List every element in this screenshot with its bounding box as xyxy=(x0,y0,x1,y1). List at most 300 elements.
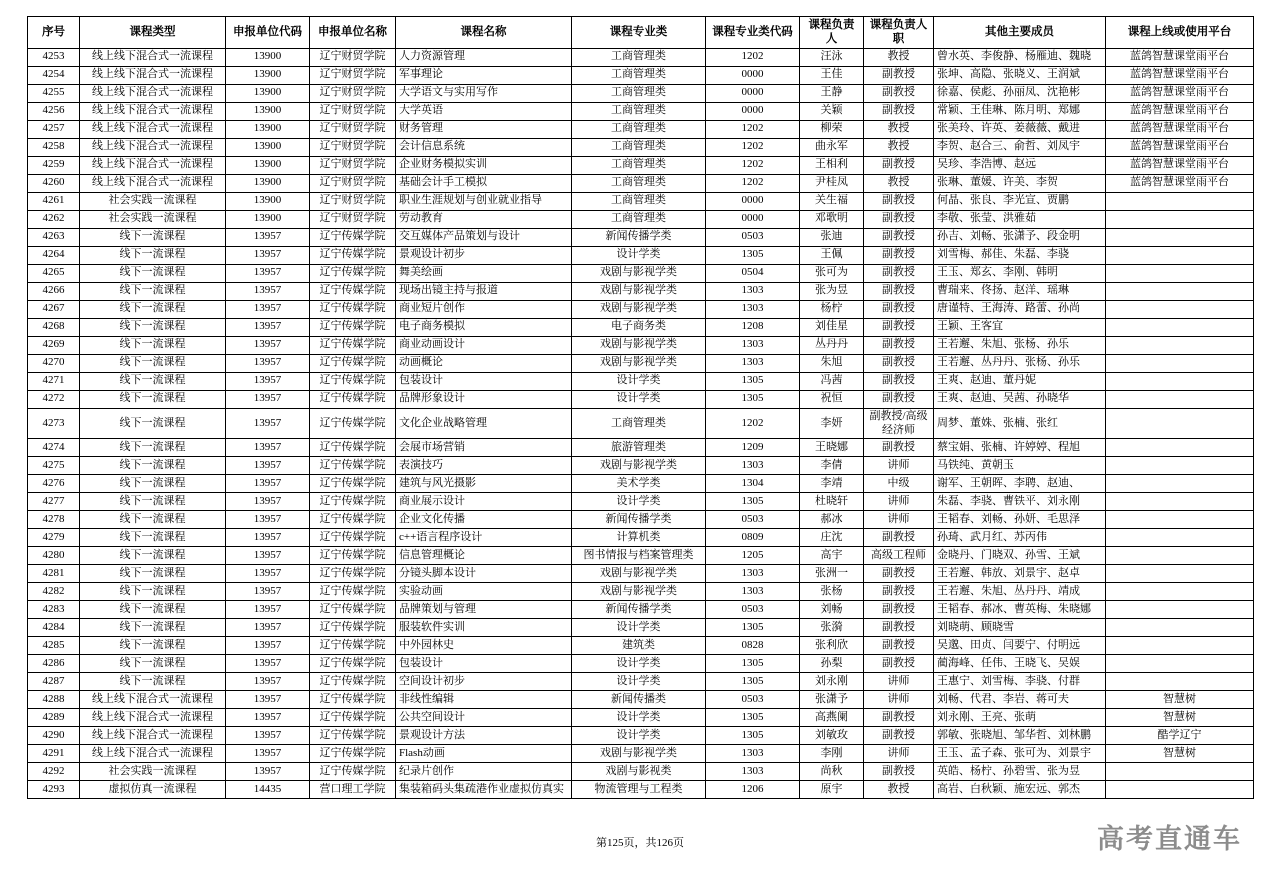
cell-leader: 汪泳 xyxy=(800,48,864,66)
cell-platform xyxy=(1106,228,1254,246)
cell-unit-name: 辽宁传媒学院 xyxy=(310,745,396,763)
cell-course-name: 空间设计初步 xyxy=(396,673,572,691)
cell-platform xyxy=(1106,264,1254,282)
cell-unit-name: 辽宁传媒学院 xyxy=(310,691,396,709)
cell-unit-code: 13900 xyxy=(226,84,310,102)
cell-unit-code: 13957 xyxy=(226,619,310,637)
table-row xyxy=(28,318,1254,336)
cell-major-category: 戏剧与影视学类 xyxy=(572,457,706,475)
cell-serial: 4255 xyxy=(28,84,80,102)
table-row xyxy=(28,138,1254,156)
cell-course-name: 信息管理概论 xyxy=(396,547,572,565)
cell-serial: 4253 xyxy=(28,48,80,66)
cell-leader: 刘永刚 xyxy=(800,673,864,691)
cell-course-name: 大学语文与实用写作 xyxy=(396,84,572,102)
column-header-unit-name: 申报单位名称 xyxy=(310,17,396,49)
cell-major-category: 戏剧与影视学类 xyxy=(572,336,706,354)
cell-serial: 4272 xyxy=(28,390,80,408)
cell-unit-code: 13900 xyxy=(226,48,310,66)
cell-major-category: 戏剧与影视学类 xyxy=(572,354,706,372)
cell-course-name: 文化企业战略管理 xyxy=(396,408,572,439)
cell-leader: 李刚 xyxy=(800,745,864,763)
cell-members: 李贺、赵合三、俞哲、刘凤宇 xyxy=(934,138,1106,156)
cell-serial: 4263 xyxy=(28,228,80,246)
cell-members: 王韬春、郝冰、曹英梅、朱晓娜 xyxy=(934,601,1106,619)
cell-members: 李敬、张莹、洪雅茹 xyxy=(934,210,1106,228)
cell-unit-name: 辽宁传媒学院 xyxy=(310,547,396,565)
cell-leader: 李倩 xyxy=(800,457,864,475)
cell-major-category: 设计学类 xyxy=(572,493,706,511)
cell-platform xyxy=(1106,529,1254,547)
cell-leader-title: 讲师 xyxy=(864,691,934,709)
cell-leader: 朱旭 xyxy=(800,354,864,372)
cell-course-name: 分镜头脚本设计 xyxy=(396,565,572,583)
cell-members: 金晓丹、门晓双、孙雪、王斌 xyxy=(934,547,1106,565)
cell-leader-title: 副教授 xyxy=(864,318,934,336)
cell-leader-title: 副教授 xyxy=(864,727,934,745)
cell-leader: 张可为 xyxy=(800,264,864,282)
cell-platform xyxy=(1106,547,1254,565)
cell-major-code: 1305 xyxy=(706,390,800,408)
cell-unit-name: 辽宁传媒学院 xyxy=(310,475,396,493)
cell-course-name: 大学英语 xyxy=(396,102,572,120)
cell-major-code: 0503 xyxy=(706,601,800,619)
cell-leader: 杨柠 xyxy=(800,300,864,318)
cell-major-code: 1202 xyxy=(706,156,800,174)
cell-members: 郭敏、张晓旭、邹华哲、刘林鹏 xyxy=(934,727,1106,745)
cell-serial: 4269 xyxy=(28,336,80,354)
cell-course-type: 线下一流课程 xyxy=(80,637,226,655)
cell-members: 王玉、孟子森、张可为、刘景宇 xyxy=(934,745,1106,763)
cell-serial: 4280 xyxy=(28,547,80,565)
cell-platform xyxy=(1106,354,1254,372)
cell-course-name: c++语言程序设计 xyxy=(396,529,572,547)
cell-leader-title: 教授 xyxy=(864,48,934,66)
table-row xyxy=(28,354,1254,372)
cell-serial: 4257 xyxy=(28,120,80,138)
cell-major-code: 0809 xyxy=(706,529,800,547)
cell-platform xyxy=(1106,210,1254,228)
cell-leader-title: 副教授 xyxy=(864,156,934,174)
cell-members: 刘畅、代君、李岩、蒋可夫 xyxy=(934,691,1106,709)
cell-unit-code: 13957 xyxy=(226,745,310,763)
cell-major-category: 新闻传播学类 xyxy=(572,601,706,619)
cell-major-category: 设计学类 xyxy=(572,372,706,390)
cell-unit-code: 13957 xyxy=(226,637,310,655)
cell-major-code: 1303 xyxy=(706,300,800,318)
cell-serial: 4264 xyxy=(28,246,80,264)
cell-course-name: 军事理论 xyxy=(396,66,572,84)
cell-platform xyxy=(1106,781,1254,799)
cell-members: 王玉、郑玄、李刚、韩明 xyxy=(934,264,1106,282)
cell-course-name: 服装软件实训 xyxy=(396,619,572,637)
cell-major-code: 1303 xyxy=(706,354,800,372)
cell-course-name: 包装设计 xyxy=(396,655,572,673)
cell-major-code: 1202 xyxy=(706,48,800,66)
cell-major-category: 新闻传播学类 xyxy=(572,511,706,529)
cell-members: 王若邂、朱旭、丛丹丹、靖成 xyxy=(934,583,1106,601)
cell-platform xyxy=(1106,318,1254,336)
cell-course-type: 线下一流课程 xyxy=(80,511,226,529)
cell-platform xyxy=(1106,246,1254,264)
cell-major-category: 戏剧与影视学类 xyxy=(572,745,706,763)
cell-platform: 智慧树 xyxy=(1106,745,1254,763)
cell-course-name: 建筑与风光摄影 xyxy=(396,475,572,493)
cell-leader-title: 副教授 xyxy=(864,210,934,228)
cell-serial: 4286 xyxy=(28,655,80,673)
cell-course-type: 线下一流课程 xyxy=(80,372,226,390)
cell-leader: 李妍 xyxy=(800,408,864,439)
cell-course-name: 财务管理 xyxy=(396,120,572,138)
cell-course-name: 纪录片创作 xyxy=(396,763,572,781)
cell-serial: 4268 xyxy=(28,318,80,336)
cell-platform: 蓝鸽智慧课堂雨平台 xyxy=(1106,138,1254,156)
cell-leader: 高宇 xyxy=(800,547,864,565)
cell-major-category: 设计学类 xyxy=(572,709,706,727)
cell-course-type: 线下一流课程 xyxy=(80,601,226,619)
cell-unit-name: 辽宁传媒学院 xyxy=(310,228,396,246)
cell-leader: 尚秋 xyxy=(800,763,864,781)
cell-major-category: 旅游管理类 xyxy=(572,439,706,457)
table-row xyxy=(28,763,1254,781)
cell-course-type: 线上线下混合式一流课程 xyxy=(80,174,226,192)
table-row xyxy=(28,529,1254,547)
column-header-platform: 课程上线或使用平台 xyxy=(1106,17,1254,49)
cell-platform xyxy=(1106,475,1254,493)
cell-leader: 王佩 xyxy=(800,246,864,264)
table-row xyxy=(28,439,1254,457)
cell-platform xyxy=(1106,439,1254,457)
table-row xyxy=(28,282,1254,300)
column-header-serial: 序号 xyxy=(28,17,80,49)
cell-serial: 4279 xyxy=(28,529,80,547)
cell-platform xyxy=(1106,655,1254,673)
cell-members: 吴邈、田贞、闫要宁、付明远 xyxy=(934,637,1106,655)
cell-unit-code: 13900 xyxy=(226,156,310,174)
cell-major-category: 电子商务类 xyxy=(572,318,706,336)
table-row xyxy=(28,583,1254,601)
cell-course-type: 线下一流课程 xyxy=(80,565,226,583)
cell-leader-title: 副教授 xyxy=(864,102,934,120)
cell-major-code: 1303 xyxy=(706,565,800,583)
cell-unit-name: 辽宁传媒学院 xyxy=(310,709,396,727)
cell-leader: 刘佳星 xyxy=(800,318,864,336)
cell-unit-code: 13957 xyxy=(226,300,310,318)
cell-members: 曾水英、李俊静、杨雁迪、魏晓 xyxy=(934,48,1106,66)
table-row xyxy=(28,475,1254,493)
cell-course-type: 线下一流课程 xyxy=(80,547,226,565)
cell-members: 张琳、董媛、许美、李贺 xyxy=(934,174,1106,192)
cell-course-name: 景观设计初步 xyxy=(396,246,572,264)
cell-serial: 4273 xyxy=(28,408,80,439)
cell-serial: 4278 xyxy=(28,511,80,529)
table-row xyxy=(28,246,1254,264)
table-row xyxy=(28,565,1254,583)
cell-major-code: 0503 xyxy=(706,228,800,246)
cell-course-type: 线下一流课程 xyxy=(80,493,226,511)
cell-serial: 4259 xyxy=(28,156,80,174)
cell-members: 王爽、赵迪、董丹妮 xyxy=(934,372,1106,390)
cell-course-type: 线上线下混合式一流课程 xyxy=(80,745,226,763)
cell-course-type: 社会实践一流课程 xyxy=(80,192,226,210)
cell-course-name: 企业财务模拟实训 xyxy=(396,156,572,174)
cell-major-category: 工商管理类 xyxy=(572,120,706,138)
cell-unit-name: 辽宁传媒学院 xyxy=(310,601,396,619)
cell-leader-title: 教授 xyxy=(864,174,934,192)
cell-unit-name: 辽宁传媒学院 xyxy=(310,619,396,637)
cell-unit-name: 辽宁财贸学院 xyxy=(310,66,396,84)
cell-course-type: 线上线下混合式一流课程 xyxy=(80,84,226,102)
column-header-course-type: 课程类型 xyxy=(80,17,226,49)
cell-leader-title: 副教授 xyxy=(864,354,934,372)
cell-unit-name: 辽宁传媒学院 xyxy=(310,493,396,511)
cell-major-category: 设计学类 xyxy=(572,390,706,408)
cell-unit-code: 13957 xyxy=(226,691,310,709)
cell-major-code: 0503 xyxy=(706,691,800,709)
cell-platform xyxy=(1106,457,1254,475)
cell-course-type: 线上线下混合式一流课程 xyxy=(80,709,226,727)
cell-unit-name: 辽宁传媒学院 xyxy=(310,300,396,318)
cell-unit-code: 14435 xyxy=(226,781,310,799)
cell-major-code: 1202 xyxy=(706,120,800,138)
cell-major-code: 1305 xyxy=(706,727,800,745)
cell-unit-name: 辽宁财贸学院 xyxy=(310,48,396,66)
cell-major-code: 1305 xyxy=(706,246,800,264)
cell-serial: 4275 xyxy=(28,457,80,475)
cell-major-category: 新闻传播学类 xyxy=(572,228,706,246)
cell-leader: 张迪 xyxy=(800,228,864,246)
cell-course-type: 线下一流课程 xyxy=(80,246,226,264)
cell-course-type: 线下一流课程 xyxy=(80,300,226,318)
cell-course-name: 动画概论 xyxy=(396,354,572,372)
cell-course-name: 表演技巧 xyxy=(396,457,572,475)
cell-major-category: 工商管理类 xyxy=(572,210,706,228)
cell-unit-code: 13957 xyxy=(226,282,310,300)
cell-unit-code: 13957 xyxy=(226,727,310,745)
cell-leader-title: 副教授 xyxy=(864,655,934,673)
cell-leader-title: 讲师 xyxy=(864,457,934,475)
cell-course-name: 包装设计 xyxy=(396,372,572,390)
column-header-leader: 课程负责人 xyxy=(800,17,864,49)
cell-serial: 4287 xyxy=(28,673,80,691)
cell-course-name: 职业生涯规划与创业就业指导 xyxy=(396,192,572,210)
cell-major-category: 工商管理类 xyxy=(572,138,706,156)
cell-course-type: 社会实践一流课程 xyxy=(80,763,226,781)
cell-major-category: 戏剧与影视学类 xyxy=(572,300,706,318)
cell-course-type: 线上线下混合式一流课程 xyxy=(80,138,226,156)
table-row xyxy=(28,673,1254,691)
cell-course-type: 虚拟仿真一流课程 xyxy=(80,781,226,799)
cell-unit-code: 13957 xyxy=(226,457,310,475)
cell-platform: 蓝鸽智慧课堂雨平台 xyxy=(1106,102,1254,120)
cell-leader: 冯茜 xyxy=(800,372,864,390)
cell-leader-title: 副教授 xyxy=(864,66,934,84)
cell-serial: 4289 xyxy=(28,709,80,727)
cell-members: 刘永刚、王亮、张萌 xyxy=(934,709,1106,727)
cell-members: 张美玲、许英、姜薇薇、戴进 xyxy=(934,120,1106,138)
cell-course-type: 线上线下混合式一流课程 xyxy=(80,156,226,174)
cell-unit-code: 13957 xyxy=(226,408,310,439)
cell-leader: 张为昱 xyxy=(800,282,864,300)
cell-serial: 4283 xyxy=(28,601,80,619)
table-header xyxy=(28,17,1254,49)
cell-members: 英皓、杨柠、孙碧雪、张为昱 xyxy=(934,763,1106,781)
cell-major-code: 1305 xyxy=(706,709,800,727)
table-row xyxy=(28,192,1254,210)
cell-major-code: 1305 xyxy=(706,655,800,673)
cell-members: 周梦、董姝、张楠、张红 xyxy=(934,408,1106,439)
cell-unit-name: 辽宁传媒学院 xyxy=(310,763,396,781)
cell-platform xyxy=(1106,390,1254,408)
cell-major-category: 戏剧与影视学类 xyxy=(572,282,706,300)
cell-members: 王若邂、韩放、刘景宇、赵卓 xyxy=(934,565,1106,583)
cell-course-type: 线下一流课程 xyxy=(80,408,226,439)
cell-course-type: 线下一流课程 xyxy=(80,529,226,547)
cell-major-code: 1202 xyxy=(706,408,800,439)
cell-serial: 4258 xyxy=(28,138,80,156)
cell-unit-code: 13900 xyxy=(226,174,310,192)
cell-members: 谢军、王朝晖、李聘、赵迪、 xyxy=(934,475,1106,493)
cell-unit-name: 辽宁传媒学院 xyxy=(310,282,396,300)
cell-serial: 4292 xyxy=(28,763,80,781)
cell-major-category: 工商管理类 xyxy=(572,156,706,174)
cell-platform xyxy=(1106,511,1254,529)
cell-unit-code: 13957 xyxy=(226,475,310,493)
cell-leader-title: 讲师 xyxy=(864,493,934,511)
cell-leader-title: 副教授 xyxy=(864,300,934,318)
cell-platform xyxy=(1106,372,1254,390)
cell-unit-code: 13957 xyxy=(226,246,310,264)
cell-unit-name: 辽宁传媒学院 xyxy=(310,318,396,336)
course-table xyxy=(27,16,1254,799)
cell-platform xyxy=(1106,763,1254,781)
cell-leader-title: 副教授 xyxy=(864,192,934,210)
cell-unit-name: 辽宁传媒学院 xyxy=(310,336,396,354)
cell-leader: 庄沈 xyxy=(800,529,864,547)
cell-leader: 丛丹丹 xyxy=(800,336,864,354)
table-row xyxy=(28,619,1254,637)
cell-unit-name: 辽宁传媒学院 xyxy=(310,457,396,475)
cell-major-category: 戏剧与影视学类 xyxy=(572,264,706,282)
cell-course-type: 线下一流课程 xyxy=(80,390,226,408)
cell-leader: 关生福 xyxy=(800,192,864,210)
table-row xyxy=(28,228,1254,246)
cell-serial: 4270 xyxy=(28,354,80,372)
cell-serial: 4291 xyxy=(28,745,80,763)
cell-major-category: 设计学类 xyxy=(572,655,706,673)
cell-platform xyxy=(1106,565,1254,583)
cell-serial: 4261 xyxy=(28,192,80,210)
cell-leader-title: 副教授 xyxy=(864,583,934,601)
cell-platform: 酷学辽宁 xyxy=(1106,727,1254,745)
cell-major-code: 1303 xyxy=(706,763,800,781)
cell-serial: 4277 xyxy=(28,493,80,511)
column-header-leader-title: 课程负责人职 xyxy=(864,17,934,49)
cell-major-category: 工商管理类 xyxy=(572,66,706,84)
cell-members: 高岩、白秋颖、施宏远、郭杰 xyxy=(934,781,1106,799)
cell-unit-name: 辽宁传媒学院 xyxy=(310,565,396,583)
cell-unit-name: 辽宁传媒学院 xyxy=(310,246,396,264)
cell-course-name: 劳动教育 xyxy=(396,210,572,228)
cell-unit-code: 13957 xyxy=(226,390,310,408)
cell-members: 孙琦、武月红、苏丙伟 xyxy=(934,529,1106,547)
table-row xyxy=(28,390,1254,408)
cell-unit-name: 辽宁传媒学院 xyxy=(310,390,396,408)
cell-major-code: 1209 xyxy=(706,439,800,457)
column-header-members: 其他主要成员 xyxy=(934,17,1106,49)
table-row xyxy=(28,745,1254,763)
table-row xyxy=(28,547,1254,565)
cell-unit-name: 辽宁传媒学院 xyxy=(310,264,396,282)
cell-platform xyxy=(1106,408,1254,439)
cell-unit-name: 辽宁财贸学院 xyxy=(310,84,396,102)
cell-leader: 尹桂凤 xyxy=(800,174,864,192)
cell-leader-title: 副教授/高级经济师 xyxy=(864,408,934,439)
cell-course-name: 商业短片创作 xyxy=(396,300,572,318)
cell-platform: 蓝鸽智慧课堂雨平台 xyxy=(1106,120,1254,138)
cell-leader-title: 副教授 xyxy=(864,619,934,637)
table-row xyxy=(28,709,1254,727)
cell-leader: 张杨 xyxy=(800,583,864,601)
cell-serial: 4262 xyxy=(28,210,80,228)
cell-serial: 4281 xyxy=(28,565,80,583)
cell-major-category: 戏剧与影视类 xyxy=(572,763,706,781)
cell-leader: 李靖 xyxy=(800,475,864,493)
cell-leader-title: 副教授 xyxy=(864,439,934,457)
cell-leader: 原宇 xyxy=(800,781,864,799)
cell-course-type: 线下一流课程 xyxy=(80,439,226,457)
cell-leader-title: 副教授 xyxy=(864,246,934,264)
cell-major-category: 设计学类 xyxy=(572,246,706,264)
cell-leader: 王相利 xyxy=(800,156,864,174)
cell-leader-title: 副教授 xyxy=(864,637,934,655)
cell-leader-title: 教授 xyxy=(864,781,934,799)
table-row xyxy=(28,84,1254,102)
table-row xyxy=(28,48,1254,66)
cell-major-code: 1208 xyxy=(706,318,800,336)
cell-unit-name: 辽宁传媒学院 xyxy=(310,529,396,547)
cell-major-code: 1305 xyxy=(706,493,800,511)
cell-unit-code: 13957 xyxy=(226,673,310,691)
cell-serial: 4265 xyxy=(28,264,80,282)
cell-members: 王韬春、刘畅、孙妍、毛思泽 xyxy=(934,511,1106,529)
cell-unit-code: 13957 xyxy=(226,264,310,282)
cell-unit-name: 辽宁传媒学院 xyxy=(310,637,396,655)
cell-leader-title: 副教授 xyxy=(864,372,934,390)
table-row xyxy=(28,637,1254,655)
table-row xyxy=(28,264,1254,282)
cell-leader: 杜晓轩 xyxy=(800,493,864,511)
cell-members: 朱磊、李骁、曹铁平、刘永刚 xyxy=(934,493,1106,511)
cell-major-code: 0000 xyxy=(706,192,800,210)
cell-unit-code: 13900 xyxy=(226,66,310,84)
page-footer: 第125页，共126页 xyxy=(596,837,684,849)
cell-members: 张坤、高隐、张晓义、王润斌 xyxy=(934,66,1106,84)
cell-course-name: 商业展示设计 xyxy=(396,493,572,511)
cell-unit-code: 13900 xyxy=(226,120,310,138)
cell-serial: 4260 xyxy=(28,174,80,192)
cell-platform xyxy=(1106,619,1254,637)
column-header-unit-code: 申报单位代码 xyxy=(226,17,310,49)
cell-leader-title: 教授 xyxy=(864,120,934,138)
cell-leader-title: 副教授 xyxy=(864,84,934,102)
cell-serial: 4274 xyxy=(28,439,80,457)
cell-serial: 4284 xyxy=(28,619,80,637)
cell-members: 孙吉、刘畅、张潇予、段金明 xyxy=(934,228,1106,246)
cell-members: 刘雪梅、郝佳、朱磊、李骁 xyxy=(934,246,1106,264)
cell-major-category: 工商管理类 xyxy=(572,192,706,210)
cell-serial: 4266 xyxy=(28,282,80,300)
